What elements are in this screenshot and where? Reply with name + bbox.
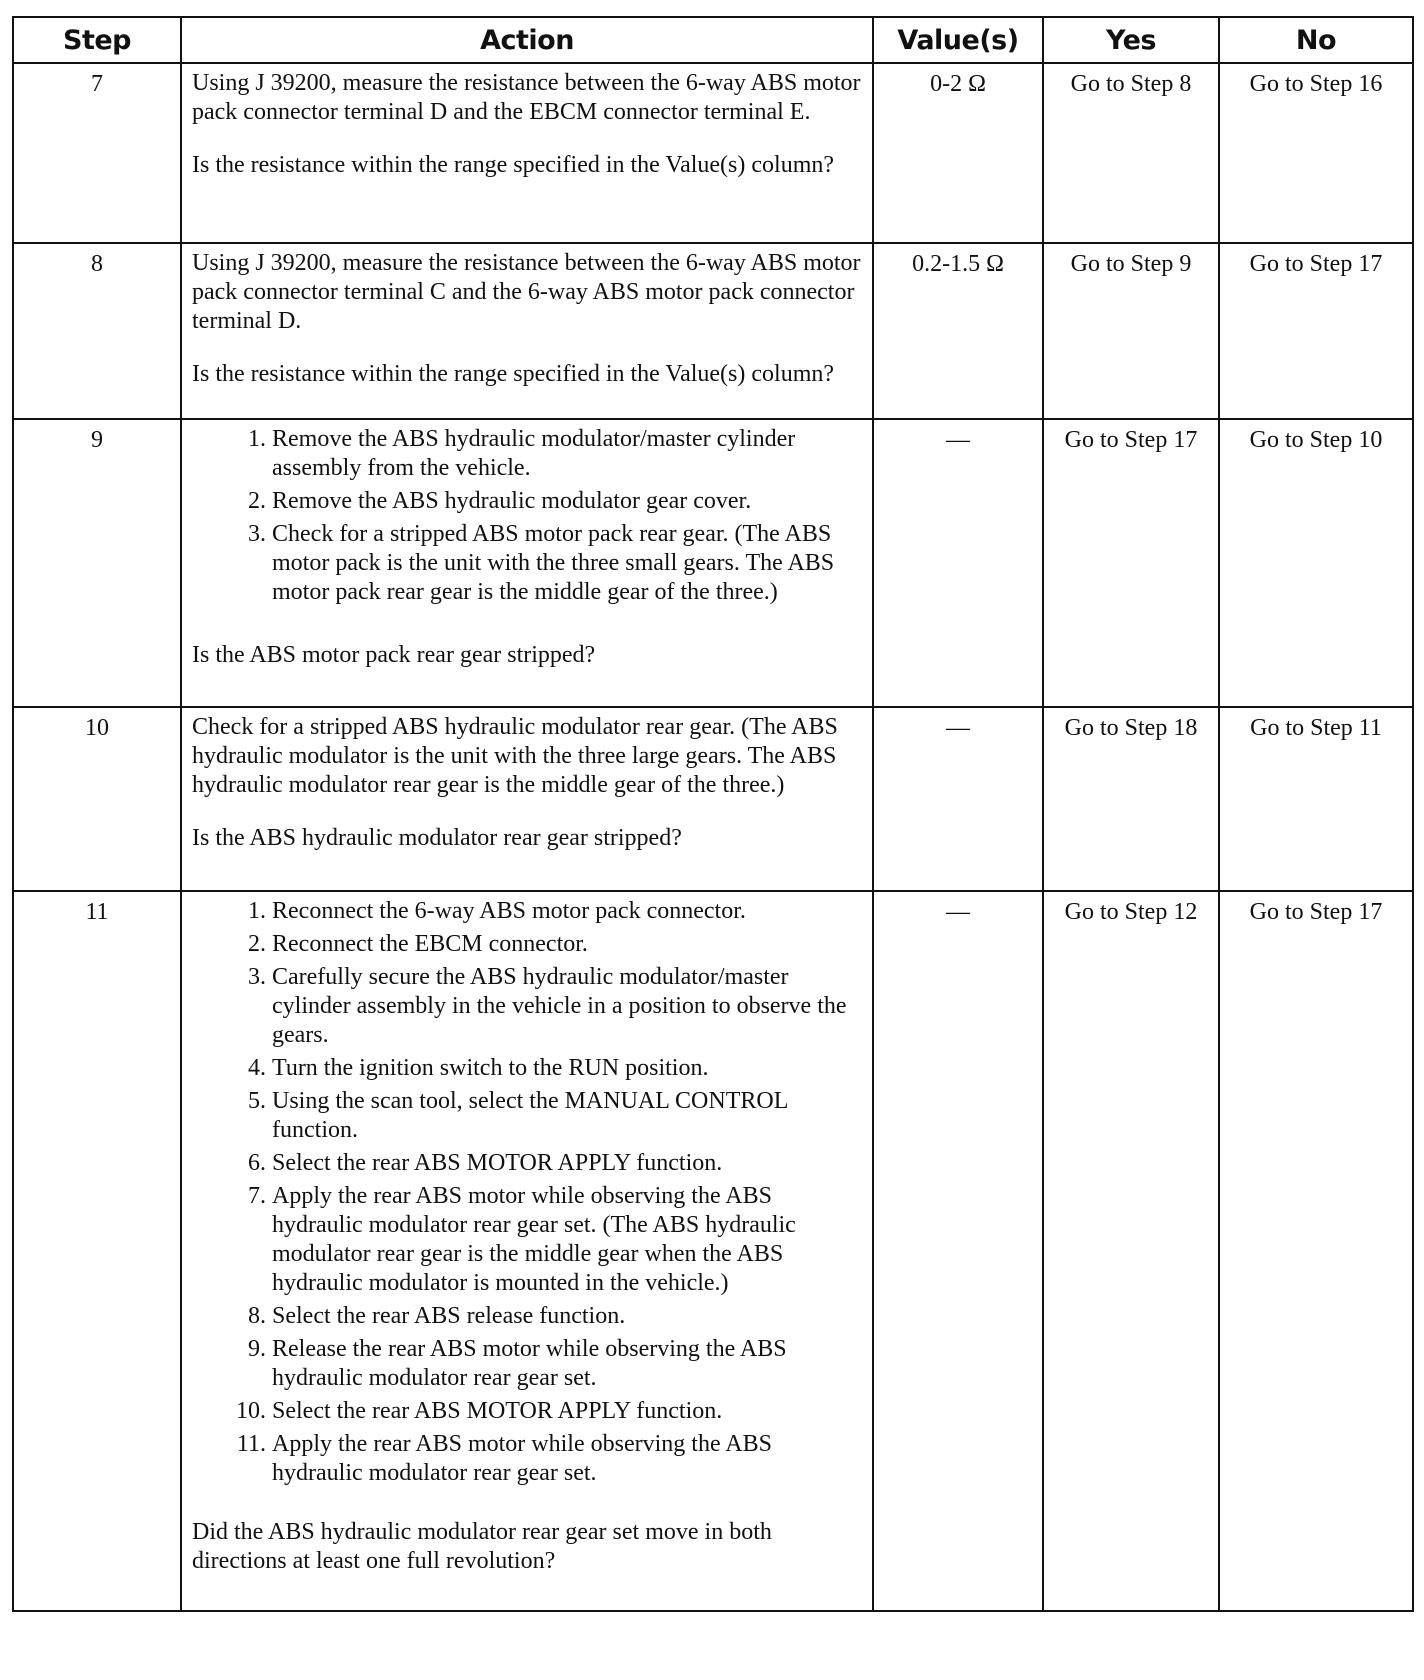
table-row (13, 707, 1413, 891)
step-number: 11 (13, 891, 181, 1611)
header-no: No (1219, 17, 1413, 63)
value-cell: — (873, 707, 1043, 891)
table-row (13, 419, 1413, 707)
value-cell: 0.2-1.5 Ω (873, 243, 1043, 419)
list-item-number: 2. (248, 488, 266, 514)
no-cell: Go to Step 10 (1219, 419, 1413, 707)
list-item-number: 3. (248, 964, 266, 990)
list-item-number: 10. (236, 1398, 266, 1424)
list-item (220, 1182, 864, 1298)
header-action: Action (181, 17, 873, 63)
step-number: 9 (13, 419, 181, 707)
list-item-text: Select the rear ABS MOTOR APPLY function. (272, 1150, 723, 1176)
action-question: Is the resistance within the range specified in the Value(s) column? (192, 361, 835, 387)
action-text: Check for a stripped ABS hydraulic modulator rear gear. (The ABS hydraulic modulator is the unit with the three large gears. The ABS hydraulic modulator rear gear is the middle gear of the three.) (192, 714, 838, 798)
action-cell (181, 243, 873, 419)
step-number: 8 (13, 243, 181, 419)
action-question: Is the ABS motor pack rear gear stripped? (192, 642, 596, 668)
action-step-list (192, 897, 864, 1488)
list-item-number: 1. (248, 898, 266, 924)
list-item (220, 1397, 864, 1426)
list-item (220, 1087, 864, 1145)
list-item-text: Reconnect the EBCM connector. (272, 931, 588, 957)
yes-cell: Go to Step 17 (1043, 419, 1219, 707)
value-cell: — (873, 891, 1043, 1611)
yes-cell: Go to Step 18 (1043, 707, 1219, 891)
list-item-text: Turn the ignition switch to the RUN position. (272, 1055, 709, 1081)
list-item-text: Remove the ABS hydraulic modulator/master cylinder assembly from the vehicle. (272, 426, 796, 481)
action-cell (181, 63, 873, 243)
list-item-text: Reconnect the 6-way ABS motor pack connector. (272, 898, 746, 924)
step-number: 10 (13, 707, 181, 891)
diagnostic-table (12, 16, 1414, 1612)
list-item (220, 520, 864, 607)
yes-cell: Go to Step 8 (1043, 63, 1219, 243)
step-number: 7 (13, 63, 181, 243)
action-cell (181, 891, 873, 1611)
list-item (220, 1149, 864, 1178)
action-text: Using J 39200, measure the resistance between the 6-way ABS motor pack connector terminal D and the EBCM connector terminal E. (192, 70, 861, 125)
action-question: Is the resistance within the range specified in the Value(s) column? (192, 152, 835, 178)
list-item (220, 1430, 864, 1488)
action-cell (181, 707, 873, 891)
list-item-number: 1. (248, 426, 266, 452)
yes-cell: Go to Step 9 (1043, 243, 1219, 419)
list-item-number: 9. (248, 1336, 266, 1362)
list-item (220, 425, 864, 483)
list-item-text: Check for a stripped ABS motor pack rear gear. (The ABS motor pack is the unit with the three small gears. The ABS motor pack rear gear is the middle gear of the three.) (272, 521, 835, 605)
table-row (13, 63, 1413, 243)
list-item-number: 4. (248, 1055, 266, 1081)
value-cell: 0-2 Ω (873, 63, 1043, 243)
no-cell: Go to Step 11 (1219, 707, 1413, 891)
list-item-number: 11. (236, 1431, 266, 1457)
no-cell: Go to Step 17 (1219, 243, 1413, 419)
list-item (220, 930, 864, 959)
action-cell (181, 419, 873, 707)
list-item (220, 897, 864, 926)
header-step: Step (13, 17, 181, 63)
list-item-text: Remove the ABS hydraulic modulator gear cover. (272, 488, 752, 514)
header-values: Value(s) (873, 17, 1043, 63)
table-row (13, 891, 1413, 1611)
list-item-text: Select the rear ABS MOTOR APPLY function. (272, 1398, 723, 1424)
list-item (220, 1302, 864, 1331)
header-yes: Yes (1043, 17, 1219, 63)
no-cell: Go to Step 16 (1219, 63, 1413, 243)
list-item-number: 8. (248, 1303, 266, 1329)
action-text: Using J 39200, measure the resistance between the 6-way ABS motor pack connector terminal C and the 6-way ABS motor pack connector terminal D. (192, 250, 861, 334)
action-question: Is the ABS hydraulic modulator rear gear stripped? (192, 825, 682, 851)
list-item-number: 2. (248, 931, 266, 957)
table-row (13, 243, 1413, 419)
list-item-number: 3. (248, 521, 266, 547)
list-item-text: Using the scan tool, select the MANUAL CONTROL function. (272, 1088, 788, 1143)
yes-cell: Go to Step 12 (1043, 891, 1219, 1611)
list-item (220, 1054, 864, 1083)
list-item-number: 6. (248, 1150, 266, 1176)
action-step-list (192, 425, 864, 607)
list-item-number: 7. (248, 1183, 266, 1209)
value-cell: — (873, 419, 1043, 707)
list-item-text: Apply the rear ABS motor while observing the ABS hydraulic modulator rear gear set. (The ABS hydraulic modulator rear gear is the middle gear when the ABS hydraulic modulator is mounted in the vehicle.) (272, 1183, 796, 1296)
list-item (220, 963, 864, 1050)
list-item-number: 5. (248, 1088, 266, 1114)
diagnostic-table-sheet (12, 16, 1412, 1612)
action-question: Did the ABS hydraulic modulator rear gear set move in both directions at least one full revolution? (192, 1519, 772, 1574)
list-item (220, 1335, 864, 1393)
list-item-text: Apply the rear ABS motor while observing the ABS hydraulic modulator rear gear set. (272, 1431, 772, 1486)
list-item-text: Release the rear ABS motor while observing the ABS hydraulic modulator rear gear set. (272, 1336, 787, 1391)
list-item-text: Select the rear ABS release function. (272, 1303, 626, 1329)
header-row (13, 17, 1413, 63)
list-item (220, 487, 864, 516)
list-item-text: Carefully secure the ABS hydraulic modulator/master cylinder assembly in the vehicle in a position to observe the gears. (272, 964, 847, 1048)
no-cell: Go to Step 17 (1219, 891, 1413, 1611)
